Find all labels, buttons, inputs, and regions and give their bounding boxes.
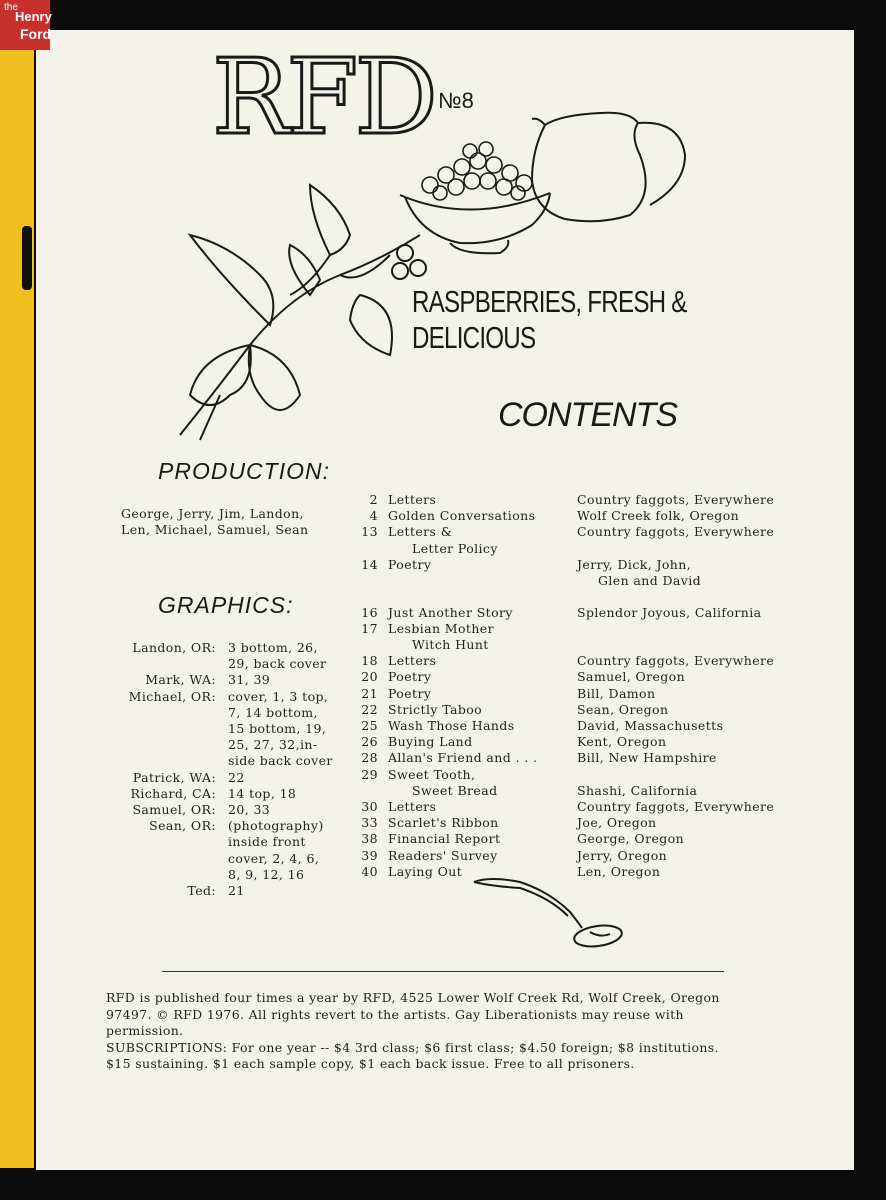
toc-title: Wash Those Hands bbox=[388, 717, 515, 733]
toc-title: Just Another Story bbox=[388, 604, 513, 620]
toc-author: Sean, Oregon bbox=[577, 701, 669, 717]
toc-author: David, Massachusetts bbox=[577, 717, 724, 733]
graphics-artist: Mark, WA: bbox=[145, 672, 216, 688]
toc-title: Letters bbox=[388, 653, 437, 669]
graphics-pages: side back cover bbox=[228, 753, 333, 769]
henry-ford-logo bbox=[0, 0, 50, 50]
production-names-1: George, Jerry, Jim, Landon, bbox=[121, 506, 304, 521]
toc-title: Poetry bbox=[388, 669, 432, 685]
subscriptions-line-1: SUBSCRIPTIONS: For one year -- $4 3rd class; $6 first class; $4.50 foreign; $8 institutions. bbox=[106, 1039, 719, 1055]
publication-line-2: 97497. © RFD 1976. All rights revert to the artists. Gay Liberationists may reuse with bbox=[106, 1006, 684, 1022]
production-names-2: Len, Michael, Samuel, Sean bbox=[121, 522, 309, 537]
toc-author: Len, Oregon bbox=[577, 863, 661, 879]
toc-page-number: 38 bbox=[361, 831, 378, 847]
toc-title: Letters & bbox=[388, 524, 453, 540]
tagline: RASPBERRIES, FRESH & DELICIOUS bbox=[412, 284, 687, 355]
graphics-pages: 15 bottom, 19, bbox=[228, 721, 327, 736]
toc-author: Country faggots, Everywhere bbox=[577, 653, 775, 669]
logo-henry: Henry bbox=[15, 9, 52, 24]
toc-title: Buying Land bbox=[388, 734, 473, 750]
toc-author: Joe, Oregon bbox=[577, 815, 657, 831]
toc-page-number: 13 bbox=[361, 524, 378, 540]
toc-author: Bill, New Hampshire bbox=[577, 750, 717, 766]
graphics-pages: (photography) bbox=[228, 818, 324, 834]
graphics-pages: 29, back cover bbox=[228, 656, 327, 672]
toc-page-number: 30 bbox=[361, 798, 378, 814]
subscriptions-line-2: $15 sustaining. $1 each sample copy, $1 each back issue. Free to all prisoners. bbox=[106, 1056, 635, 1071]
toc-title: Scarlet's Ribbon bbox=[388, 815, 499, 831]
toc-page-number: 22 bbox=[361, 701, 378, 717]
toc-page-number: 16 bbox=[361, 604, 378, 620]
toc-title: Poetry bbox=[388, 556, 432, 572]
graphics-pages: 7, 14 bottom, bbox=[228, 704, 318, 720]
toc-page-number: 39 bbox=[361, 847, 378, 863]
toc-title: Lesbian Mother bbox=[388, 620, 494, 636]
toc-author: Country faggots, Everywhere bbox=[577, 524, 775, 540]
logo-the: the bbox=[4, 2, 18, 13]
toc-author: Kent, Oregon bbox=[577, 734, 667, 750]
graphics-artist: Samuel, OR: bbox=[132, 802, 216, 817]
issue-number: №8 bbox=[438, 88, 474, 113]
toc-title: Financial Report bbox=[388, 831, 501, 847]
toc-author: Country faggots, Everywhere bbox=[577, 798, 775, 814]
toc-author: Shashi, California bbox=[577, 782, 698, 798]
graphics-heading: GRAPHICS: bbox=[158, 592, 294, 618]
toc-title: Readers' Survey bbox=[388, 847, 498, 863]
production-heading: PRODUCTION: bbox=[158, 458, 330, 484]
toc-author: Jerry, Dick, John, bbox=[577, 556, 692, 572]
toc-page-number: 33 bbox=[361, 815, 378, 831]
publication-line-1: RFD is published four times a year by RFD, 4525 Lower Wolf Creek Rd, Wolf Creek, Oregon bbox=[106, 990, 720, 1005]
graphics-pages: 22 bbox=[228, 769, 245, 785]
magazine-spine bbox=[0, 28, 34, 1168]
toc-page-number: 29 bbox=[361, 766, 378, 782]
graphics-artist: Richard, CA: bbox=[130, 785, 216, 801]
graphics-pages: inside front bbox=[228, 834, 306, 850]
toc-page-number: 4 bbox=[369, 508, 378, 524]
graphics-pages: 25, 27, 32,in- bbox=[228, 737, 318, 753]
toc-author: Jerry, Oregon bbox=[577, 847, 668, 863]
graphics-artist: Landon, OR: bbox=[132, 640, 216, 655]
toc-page-number: 14 bbox=[361, 556, 378, 572]
graphics-pages: 14 top, 18 bbox=[228, 785, 297, 801]
toc-author-cont: Glen and David bbox=[598, 573, 702, 588]
toc-title: Sweet Tooth, bbox=[388, 766, 476, 782]
toc-page-number: 21 bbox=[361, 685, 378, 701]
publication-info bbox=[106, 990, 720, 1073]
toc-author: Wolf Creek folk, Oregon bbox=[577, 508, 740, 524]
toc-author: Samuel, Oregon bbox=[577, 669, 686, 685]
toc-page-number: 40 bbox=[361, 863, 378, 879]
toc-title: Poetry bbox=[388, 685, 432, 701]
graphics-artist: Sean, OR: bbox=[149, 818, 216, 834]
graphics-pages: 31, 39 bbox=[228, 672, 271, 688]
toc-title: Golden Conversations bbox=[388, 508, 536, 524]
toc-title: Letters bbox=[388, 492, 437, 507]
graphics-pages: 21 bbox=[228, 883, 245, 898]
graphics-pages: cover, 1, 3 top, bbox=[228, 688, 329, 704]
toc-page-number: 2 bbox=[369, 492, 378, 507]
toc-page-number: 25 bbox=[361, 717, 378, 733]
toc-title: Laying Out bbox=[388, 863, 463, 879]
toc-title-cont: Sweet Bread bbox=[412, 782, 498, 798]
footer-divider bbox=[162, 971, 724, 972]
toc-author: Bill, Damon bbox=[577, 685, 656, 701]
toc-page-number: 20 bbox=[361, 669, 378, 685]
toc-page-number: 28 bbox=[361, 750, 378, 766]
toc-title-cont: Letter Policy bbox=[412, 540, 498, 556]
toc-author: Splendor Joyous, California bbox=[577, 604, 762, 620]
staple-binding bbox=[22, 226, 32, 290]
toc-page-number: 26 bbox=[361, 734, 378, 750]
graphics-pages: 20, 33 bbox=[228, 802, 271, 817]
toc-title: Letters bbox=[388, 798, 437, 814]
spoon-illustration bbox=[470, 872, 630, 954]
graphics-pages: cover, 2, 4, 6, bbox=[228, 850, 320, 866]
graphics-pages: 8, 9, 12, 16 bbox=[228, 866, 305, 882]
logo-ford: Ford bbox=[20, 26, 52, 42]
graphics-pages: 3 bottom, 26, bbox=[228, 640, 318, 655]
rfd-logo: RFD bbox=[212, 36, 434, 158]
publication-line-3: permission. bbox=[106, 1023, 184, 1038]
toc-author: Country faggots, Everywhere bbox=[577, 492, 775, 507]
contents-heading: CONTENTS bbox=[498, 396, 677, 434]
toc-title-cont: Witch Hunt bbox=[412, 636, 489, 652]
toc-page-number: 17 bbox=[361, 620, 378, 636]
toc-title: Strictly Taboo bbox=[388, 701, 483, 717]
graphics-artist: Patrick, WA: bbox=[132, 769, 216, 785]
graphics-artist: Ted: bbox=[187, 883, 216, 898]
toc-author: George, Oregon bbox=[577, 831, 685, 847]
toc-page-number: 18 bbox=[361, 653, 378, 669]
toc-title: Allan's Friend and . . . bbox=[388, 750, 538, 766]
graphics-artist: Michael, OR: bbox=[128, 688, 216, 704]
